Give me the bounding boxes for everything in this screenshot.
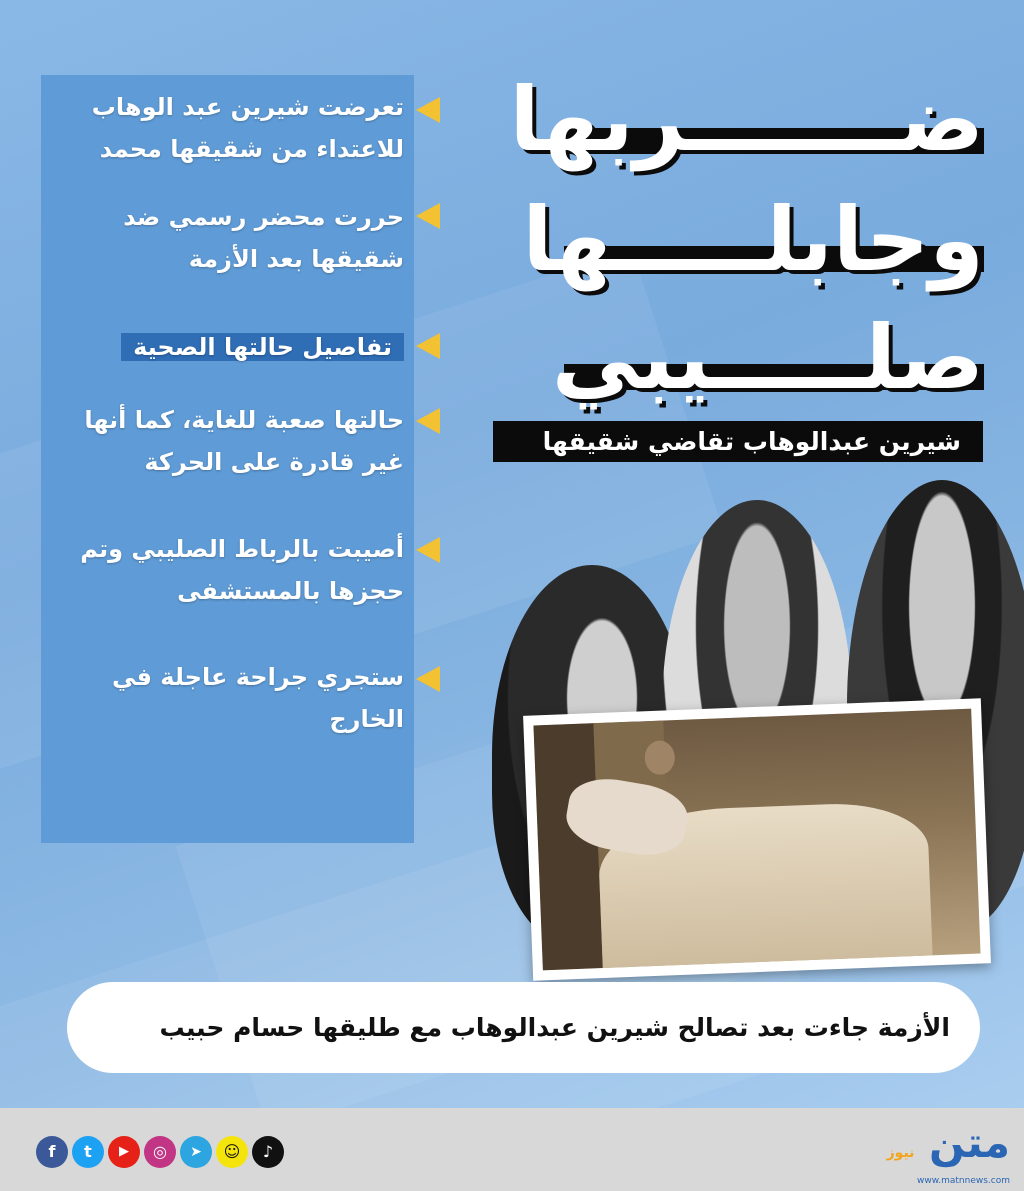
arrow-icon: [416, 666, 440, 692]
facebook-icon[interactable]: f: [36, 1136, 68, 1168]
site-url: www.matnnews.com: [916, 1176, 1010, 1186]
snapchat-icon[interactable]: ☺: [216, 1136, 248, 1168]
hospital-photo-frame: [523, 698, 991, 980]
hospital-photo: [533, 709, 980, 971]
bullet-item: أصيبت بالرباط الصليبي وتم حجزها بالمستشفى: [80, 535, 404, 605]
social-icons: [36, 1136, 284, 1168]
logo-sub: نيوز: [886, 1145, 915, 1161]
bullet-item-heading: تفاصيل حالتها الصحية: [44, 326, 404, 368]
bottom-banner: الأزمة جاءت بعد تصالح شيرين عبدالوهاب مع طليقها حسام حبيب: [67, 982, 980, 1073]
instagram-icon[interactable]: ◎: [144, 1136, 176, 1168]
youtube-icon[interactable]: ▶: [108, 1136, 140, 1168]
subtitle: شيرين عبدالوهاب تقاضي شقيقها: [493, 421, 983, 462]
bullet-item: ستجري جراحة عاجلة في الخارج: [111, 663, 404, 733]
telegram-icon[interactable]: ➤: [180, 1136, 212, 1168]
headline-line-2: وجابلـــــها: [522, 188, 984, 291]
arrow-icon: [416, 537, 440, 563]
headline-line-3: صلـــــيبي: [551, 306, 984, 409]
twitter-icon[interactable]: t: [72, 1136, 104, 1168]
logo-text: متن: [929, 1118, 1010, 1167]
arrow-icon: [416, 203, 440, 229]
arrow-icon: [416, 97, 440, 123]
brand-logo: [880, 1118, 1010, 1186]
tiktok-icon[interactable]: ♪: [252, 1136, 284, 1168]
bullet-item: حررت محضر رسمي ضد شقيقها بعد الأزمة: [123, 203, 404, 273]
bullet-item: تعرضت شيرين عبد الوهاب للاعتداء من شقيقها محمد: [91, 93, 404, 163]
bullet-item: حالتها صعبة للغاية، كما أنها غير قادرة على الحركة: [84, 406, 404, 476]
arrow-icon: [416, 408, 440, 434]
arrow-icon: [416, 333, 440, 359]
headline-line-1: ضـــــــربها: [509, 68, 984, 171]
